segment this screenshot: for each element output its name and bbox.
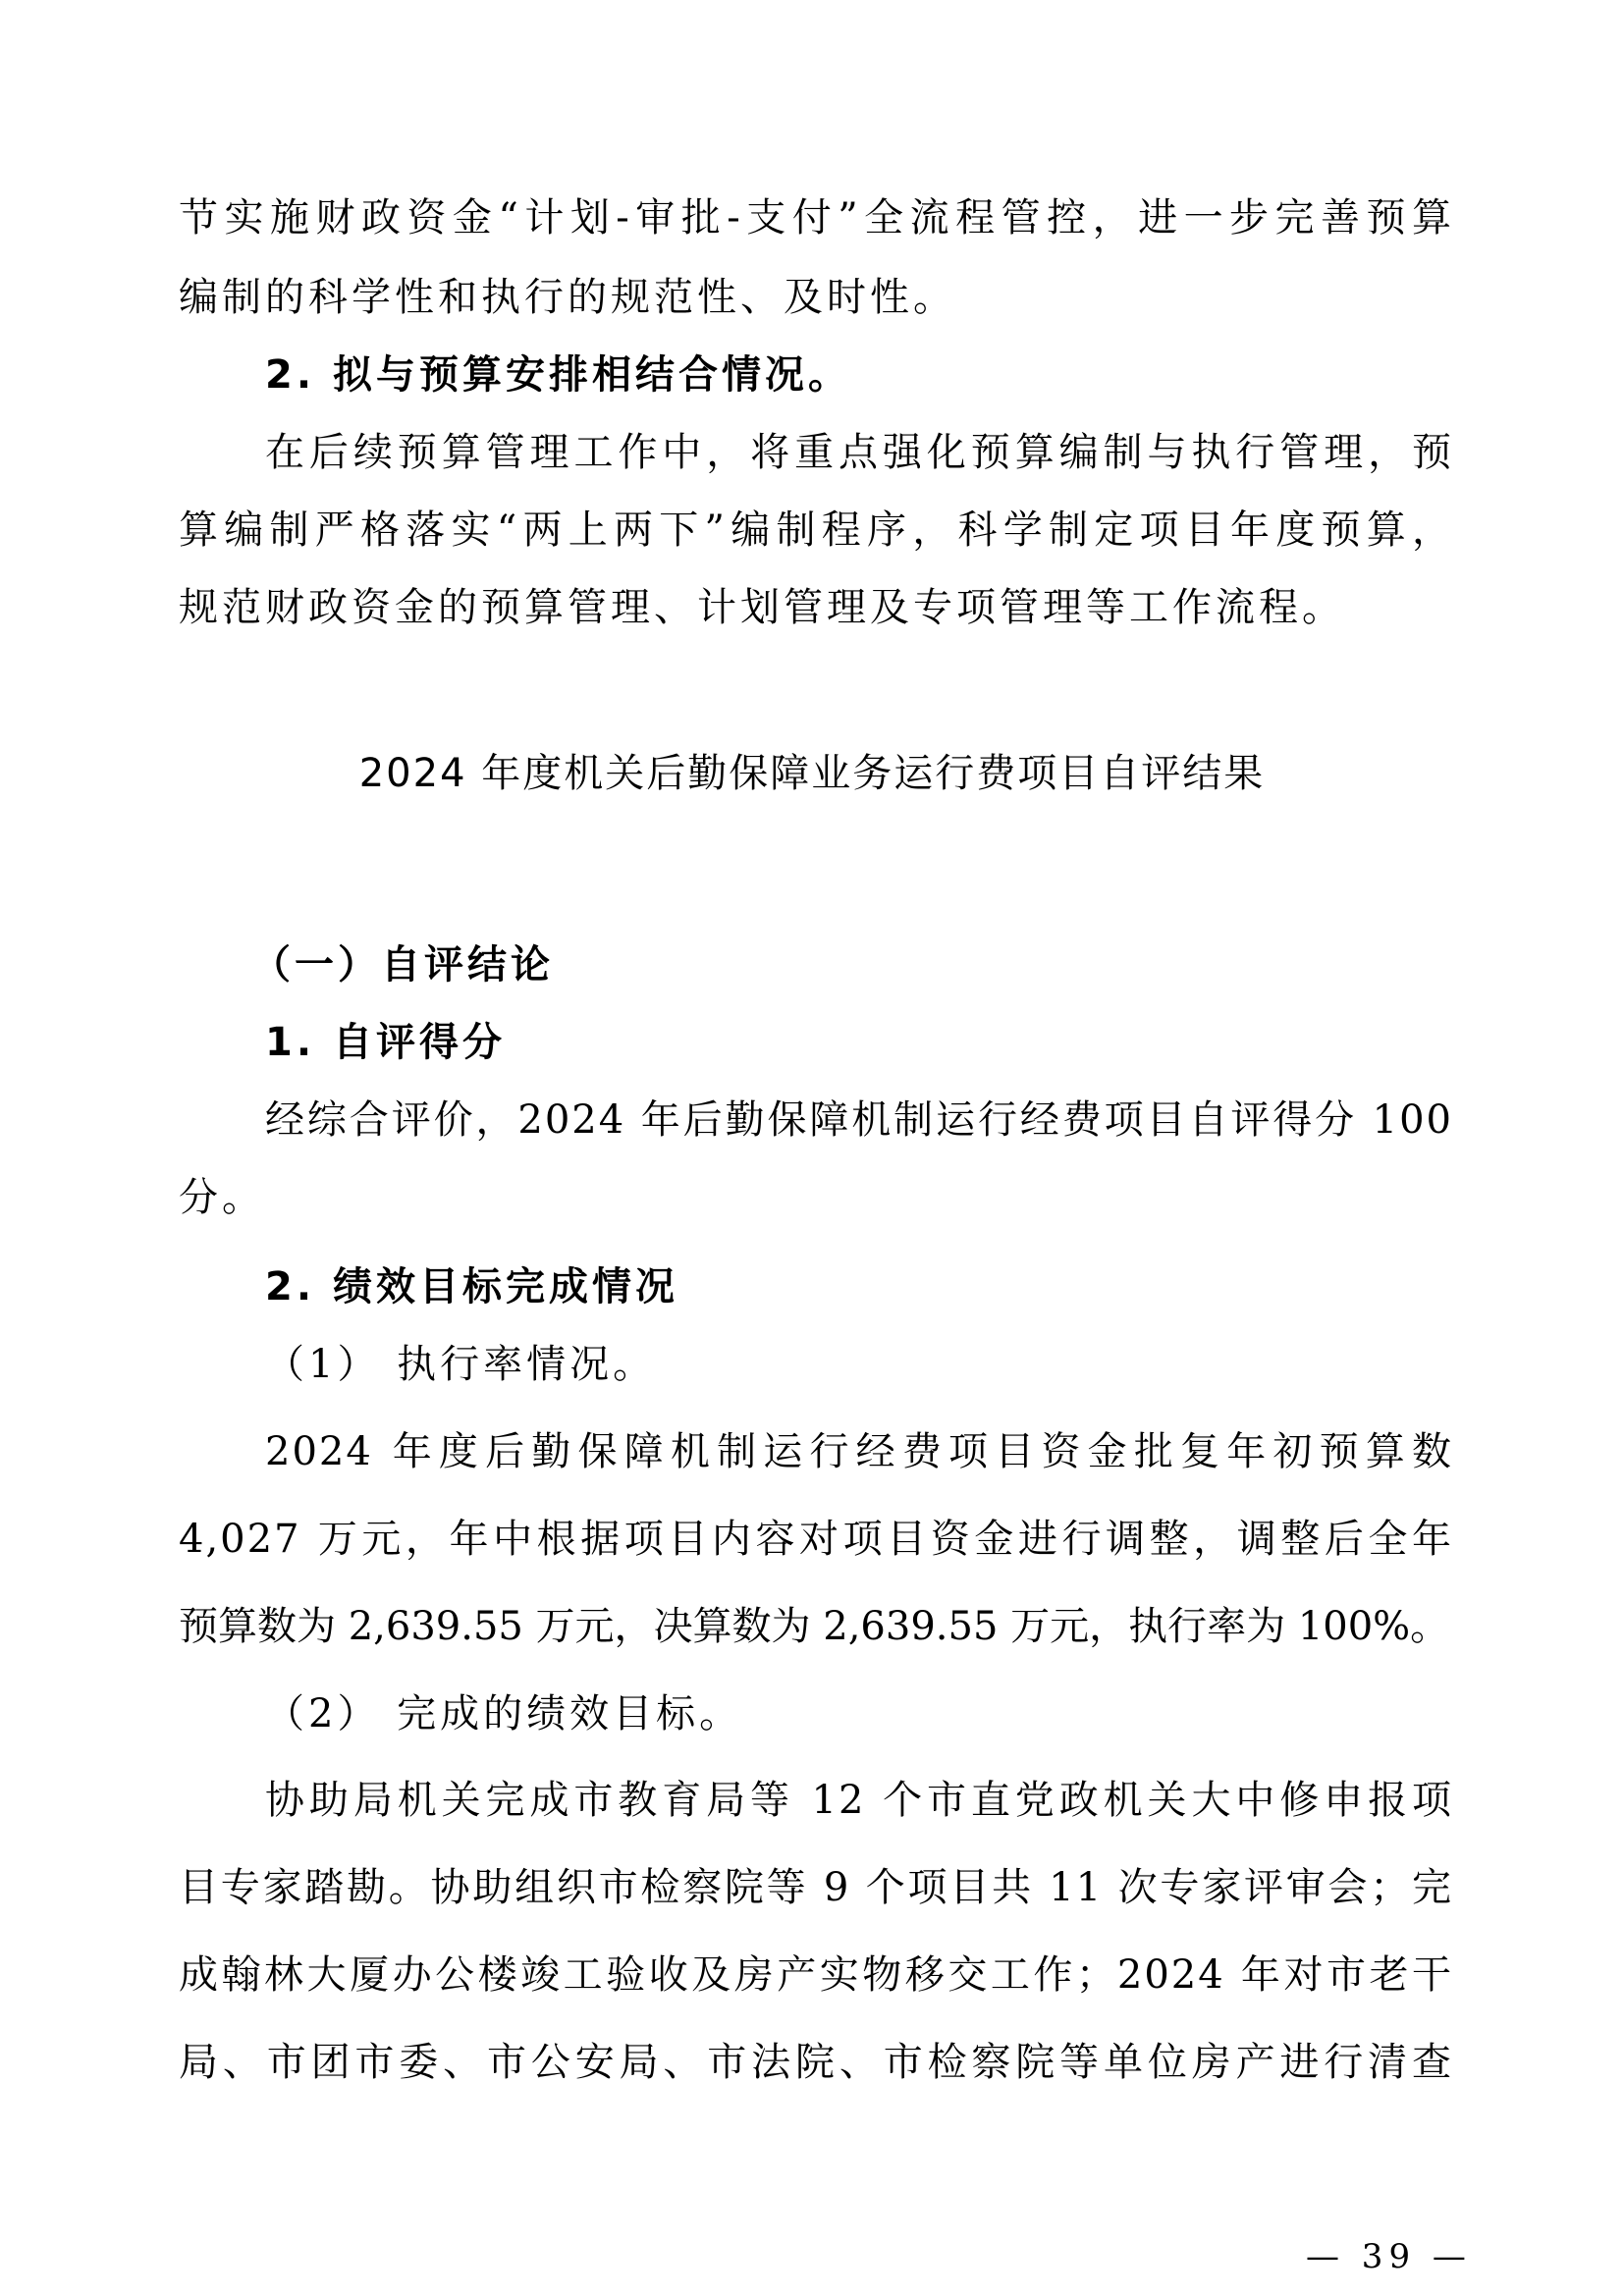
text-line: 规范财政资金的预算管理、计划管理及专项管理等工作流程。 <box>179 585 1345 630</box>
text-line: 编制的科学性和执行的规范性、及时性。 <box>179 275 956 320</box>
text-line: 目专家踏勘。协助组织市检察院等 9 个项目共 11 次专家评审会；完 <box>179 1865 1453 1910</box>
text-line: 分。 <box>179 1175 265 1220</box>
text-line: 成翰林大厦办公楼竣工验收及房产实物移交工作；2024 年对市老干 <box>179 1952 1453 1998</box>
subheading: 1. 自评得分 <box>265 1020 506 1065</box>
text-line: 协助局机关完成市教育局等 12 个市直党政机关大中修申报项 <box>265 1778 1453 1823</box>
subheading: 2. 拟与预算安排相结合情况。 <box>265 352 851 398</box>
page-number: — 39 — <box>1306 2237 1472 2276</box>
text-line: 预算数为 2,639.55 万元，决算数为 2,639.55 万元，执行率为 100%。 <box>179 1604 1450 1649</box>
text-line: 4,027 万元，年中根据项目内容对项目资金进行调整，调整后全年 <box>179 1517 1453 1562</box>
section-title: 2024 年度机关后勤保障业务运行费项目自评结果 <box>358 751 1266 796</box>
text-line: 算编制严格落实“两上两下”编制程序，科学制定项目年度预算， <box>179 507 1453 553</box>
text-line: 2024 年度后勤保障机制运行经费项目资金批复年初预算数 <box>265 1429 1453 1474</box>
text-line: 局、市团市委、市公安局、市法院、市检察院等单位房产进行清查 <box>179 2040 1453 2085</box>
text-line: 在后续预算管理工作中，将重点强化预算编制与执行管理，预 <box>265 430 1453 475</box>
text-line: 节实施财政资金“计划-审批-支付”全流程管控，进一步完善预算 <box>179 195 1453 240</box>
text-line: 经综合评价，2024 年后勤保障机制运行经费项目自评得分 100 <box>265 1097 1453 1143</box>
subheading: 2. 绩效目标完成情况 <box>265 1264 678 1309</box>
section-heading: （一）自评结论 <box>251 942 554 988</box>
list-item: （1） 执行率情况。 <box>265 1342 657 1387</box>
list-item: （2） 完成的绩效目标。 <box>265 1691 743 1736</box>
